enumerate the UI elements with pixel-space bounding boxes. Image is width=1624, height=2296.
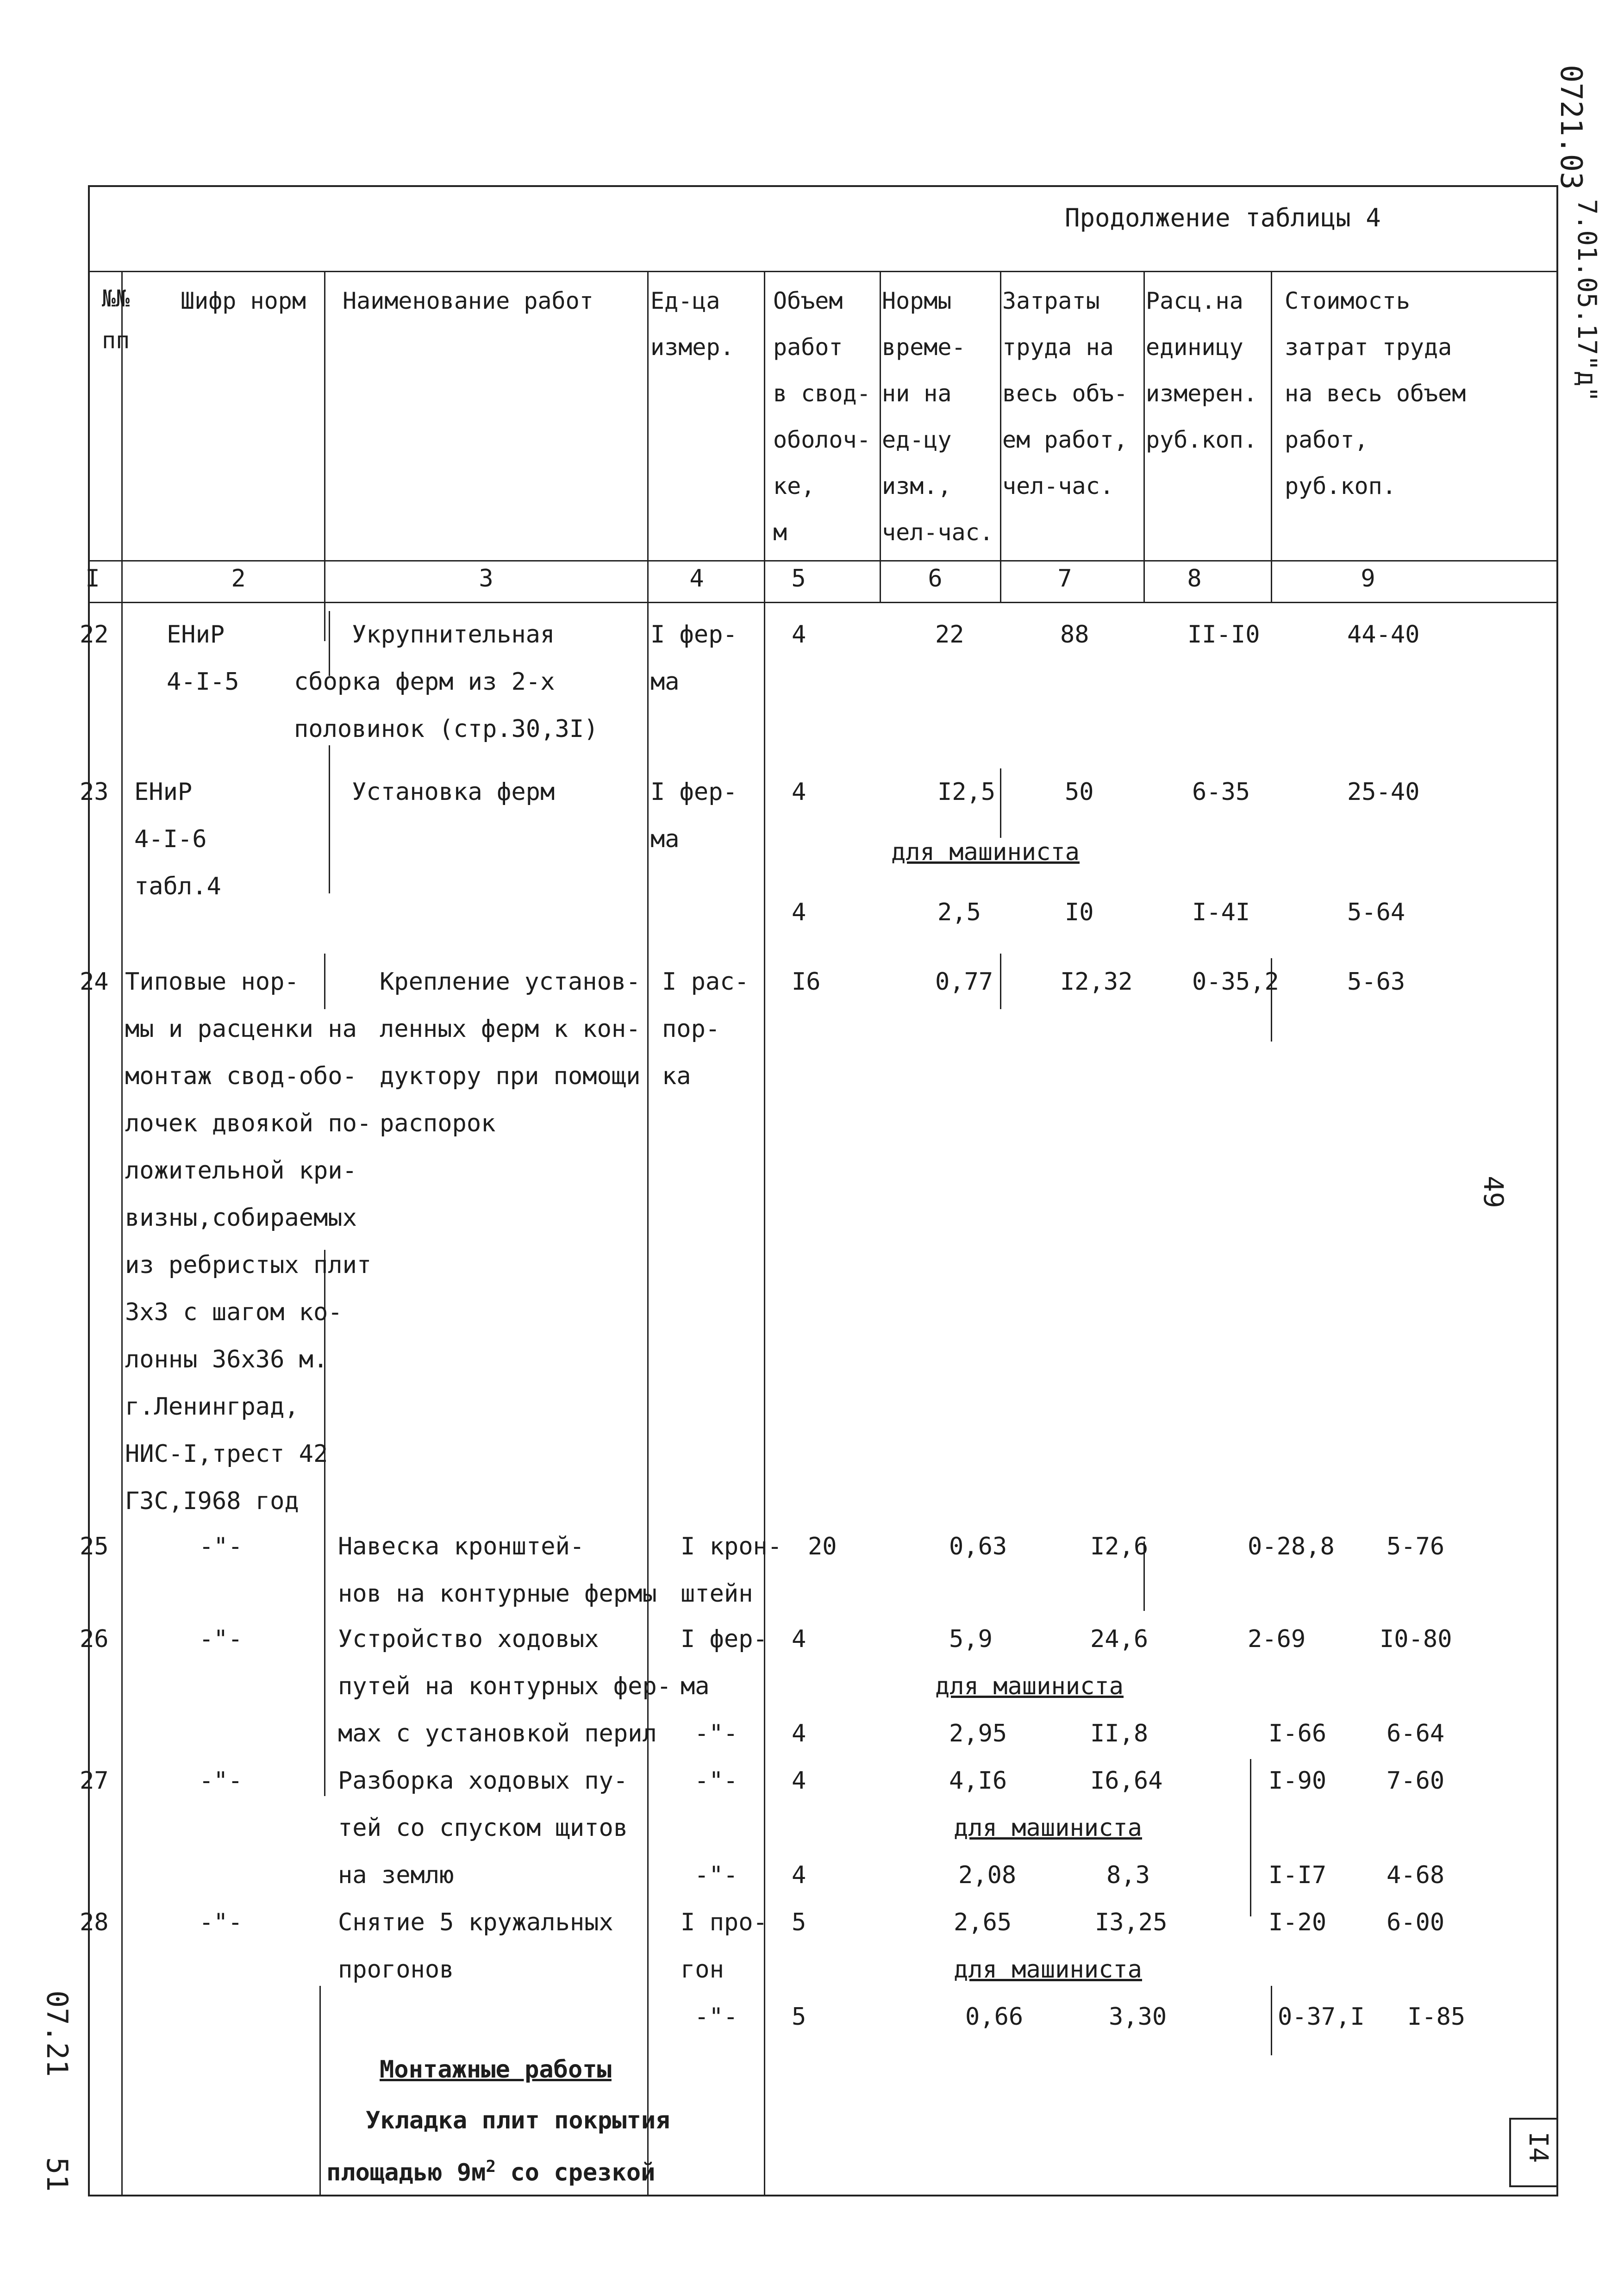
- row26-unit-machinist: -"-: [694, 1720, 738, 1747]
- row28-labor-machinist: 3,30: [1109, 2003, 1167, 2031]
- row23-norm: I2,5: [937, 778, 996, 806]
- row27-name: Разборка ходовых пу- тей со спуском щитов на землю: [338, 1767, 628, 1889]
- row23-machinist-label: для машиниста: [891, 838, 1080, 866]
- colnum-9: 9: [1361, 565, 1375, 593]
- row22-number: 22: [80, 621, 109, 649]
- header-unit-rate: Расц.на единицу измерен. руб.коп.: [1146, 287, 1257, 453]
- row22-code: ЕНиР 4-I-5: [167, 621, 239, 696]
- row28-unit: I про- гон: [681, 1909, 768, 1984]
- header-top-rule: [88, 271, 1558, 272]
- row24-rate: 0-35,2: [1192, 968, 1279, 996]
- col-divider-8: [1271, 271, 1272, 602]
- row27-norm-machinist: 2,08: [958, 1861, 1017, 1889]
- row23-cost-machinist: 5-64: [1347, 898, 1405, 926]
- col-divider-2: [324, 271, 325, 641]
- row27-norm: 4,I6: [949, 1767, 1007, 1795]
- row25-rate: 0-28,8: [1248, 1533, 1335, 1560]
- row25-labor: I2,6: [1090, 1533, 1149, 1560]
- colnum-1: I: [85, 565, 100, 593]
- row22-norm: 22: [935, 621, 964, 649]
- row25-volume: 20: [808, 1533, 837, 1560]
- row23-labor-machinist: I0: [1065, 898, 1094, 926]
- last-item-superscript: 2: [486, 2157, 496, 2176]
- row26-number: 26: [80, 1625, 109, 1653]
- col-divider-5: [880, 271, 881, 602]
- row22-cost: 44-40: [1347, 621, 1420, 649]
- row25-name: Навеска кронштей- нов на контурные фермы: [338, 1533, 657, 1608]
- col-divider-1: [121, 271, 123, 2196]
- row26-volume-machinist: 4: [792, 1720, 806, 1747]
- row24-name: Крепление установ- ленных ферм к кон- дуктору при помощи распорок: [380, 968, 641, 1137]
- row26-name: Устройство ходовых путей на контурных фер- мах с установкой перил: [338, 1625, 672, 1747]
- row28-rate: I-20: [1268, 1909, 1327, 1936]
- row27-volume: 4: [792, 1767, 806, 1795]
- row27-rate-machinist: I-I7: [1268, 1861, 1327, 1889]
- row28-cost: 6-00: [1387, 1909, 1445, 1936]
- row28-norm: 2,65: [954, 1909, 1012, 1936]
- cost-stub: [1250, 1759, 1251, 1916]
- row27-number: 27: [80, 1767, 109, 1795]
- col-divider-6: [1000, 271, 1001, 602]
- row28-machinist-label: для машиниста: [954, 1956, 1142, 1984]
- corner-code-top-right: 0721.03: [1554, 65, 1588, 190]
- row24-code: Типовые нор- мы и расценки на монтаж свод-обо- лочек двоякой по- ложительной кри- визны,собираемых из ребристых плит 3х3 с шагом ко- лонны 36х36 м. г.Ленинград, НИС-I,трест 42 ГЗС,I968 год: [125, 968, 372, 1515]
- section-heading: Монтажные работы: [380, 2056, 612, 2084]
- row28-norm-machinist: 0,66: [965, 2003, 1024, 2031]
- row28-volume-machinist: 5: [792, 2003, 806, 2031]
- row24-unit: I рас- пор- ка: [662, 968, 749, 1090]
- row28-labor: I3,25: [1095, 1909, 1168, 1936]
- colnum-5: 5: [791, 565, 806, 593]
- row26-labor: 24,6: [1090, 1625, 1149, 1653]
- row25-number: 25: [80, 1533, 109, 1560]
- row23-labor: 50: [1065, 778, 1094, 806]
- header-bottom-rule: [88, 560, 1558, 562]
- row27-unit: -"-: [694, 1767, 738, 1795]
- row27-code: -"-: [199, 1767, 243, 1795]
- col-divider-7: [1143, 271, 1145, 602]
- side-document-code: 7.01.05.17"д": [1572, 199, 1602, 402]
- corner-code-bottom-left: 07.21: [40, 1990, 74, 2077]
- row28-cost-machinist: I-85: [1407, 2003, 1466, 2031]
- row23-code: ЕНиР 4-I-6 табл.4: [134, 778, 221, 900]
- colnum-bottom-rule: [88, 602, 1558, 603]
- row23-volume: 4: [792, 778, 806, 806]
- row26-rate: 2-69: [1248, 1625, 1306, 1653]
- row26-machinist-label: для машиниста: [935, 1672, 1124, 1700]
- corner-number-bottom-left: 51: [40, 2157, 74, 2192]
- norm-stub-a: [1000, 768, 1001, 838]
- row28-name: Снятие 5 кружальных прогонов: [338, 1909, 613, 1984]
- last-item-line2: [326, 2143, 655, 2196]
- row26-cost: I0-80: [1380, 1625, 1452, 1653]
- row28-number: 28: [80, 1909, 109, 1936]
- row23-norm-machinist: 2,5: [937, 898, 981, 926]
- row26-volume: 4: [792, 1625, 806, 1653]
- row24-norm: 0,77: [935, 968, 993, 996]
- col-divider-3: [647, 271, 649, 2196]
- header-number: №№ пп: [102, 285, 130, 354]
- row26-unit: I фер- ма: [681, 1625, 768, 1700]
- row28-code: -"-: [199, 1909, 243, 1936]
- row26-labor-machinist: II,8: [1090, 1720, 1149, 1747]
- row27-labor-machinist: 8,3: [1106, 1861, 1150, 1889]
- row22-name-line1: Укрупнительная: [352, 621, 555, 649]
- row22-name-rest: сборка ферм из 2-х половинок (стр.30,3I): [294, 668, 599, 743]
- sheet-stamp-number: I4: [1523, 2132, 1553, 2163]
- colnum-8: 8: [1187, 565, 1202, 593]
- row25-norm: 0,63: [949, 1533, 1007, 1560]
- header-work-name: Наименование работ: [343, 287, 593, 314]
- row24-labor: I2,32: [1060, 968, 1133, 996]
- colnum-4: 4: [689, 565, 704, 593]
- row28-volume: 5: [792, 1909, 806, 1936]
- row28-rate-machinist: 0-37,I: [1278, 2003, 1365, 2031]
- page-number: 49: [1478, 1176, 1509, 1208]
- row27-machinist-label: для машиниста: [954, 1814, 1142, 1842]
- row23-rate: 6-35: [1192, 778, 1250, 806]
- row26-cost-machinist: 6-64: [1387, 1720, 1445, 1747]
- row27-volume-machinist: 4: [792, 1861, 806, 1889]
- row22-rate: II-I0: [1187, 621, 1260, 649]
- row27-unit-machinist: -"-: [694, 1861, 738, 1889]
- row25-unit: I крон- штейн: [681, 1533, 782, 1608]
- row23-number: 23: [80, 778, 109, 806]
- row27-cost-machinist: 4-68: [1387, 1861, 1445, 1889]
- last-item-line2-tail: со срезкой: [496, 2159, 656, 2187]
- row26-norm: 5,9: [949, 1625, 993, 1653]
- row22-labor: 88: [1060, 621, 1089, 649]
- norm-stub-b: [1000, 954, 1001, 1009]
- row25-code: -"-: [199, 1533, 243, 1560]
- header-unit: Ед-ца измер.: [650, 287, 734, 361]
- row27-rate: I-90: [1268, 1767, 1327, 1795]
- row27-cost: 7-60: [1387, 1767, 1445, 1795]
- header-norm-code: Шифр норм: [181, 287, 306, 314]
- colnum-2: 2: [231, 565, 246, 593]
- row23-volume-machinist: 4: [792, 898, 806, 926]
- row23-rate-machinist: I-4I: [1192, 898, 1250, 926]
- code-name-stub-b: [329, 745, 330, 893]
- continuation-title: Продолжение таблицы 4: [1065, 203, 1381, 232]
- header-time-norm: Нормы време- ни на ед-цу изм., чел-час.: [882, 287, 993, 546]
- row24-volume: I6: [792, 968, 821, 996]
- colnum-7: 7: [1057, 565, 1072, 593]
- row23-unit: I фер- ма: [650, 778, 737, 853]
- row26-code: -"-: [199, 1625, 243, 1653]
- row23-cost: 25-40: [1347, 778, 1420, 806]
- row22-unit: I фер- ма: [650, 621, 737, 696]
- last-item-line1: Укладка плит покрытия: [366, 2107, 670, 2134]
- row22-volume: 4: [792, 621, 806, 649]
- row23-name: Установка ферм: [352, 778, 555, 806]
- header-total-cost: Стоимость затрат труда на весь объем работ, руб.коп.: [1285, 287, 1466, 499]
- rate-stub-c: [1271, 1986, 1272, 2055]
- row25-cost: 5-76: [1387, 1533, 1445, 1560]
- row27-labor: I6,64: [1090, 1767, 1163, 1795]
- row26-norm-machinist: 2,95: [949, 1720, 1007, 1747]
- header-volume: Объем работ в свод- оболоч- ке, м: [773, 287, 871, 546]
- header-labor: Затраты труда на весь объ- ем работ, чел-час.: [1002, 287, 1128, 499]
- row24-number: 24: [80, 968, 109, 996]
- last-item-line2-main: площадью 9м: [326, 2159, 486, 2187]
- colnum-3: 3: [479, 565, 493, 593]
- code-name-stub-e: [319, 1986, 321, 2196]
- row26-rate-machinist: I-66: [1268, 1720, 1327, 1747]
- colnum-6: 6: [928, 565, 943, 593]
- row24-cost: 5-63: [1347, 968, 1405, 996]
- row28-unit-machinist: -"-: [694, 2003, 738, 2031]
